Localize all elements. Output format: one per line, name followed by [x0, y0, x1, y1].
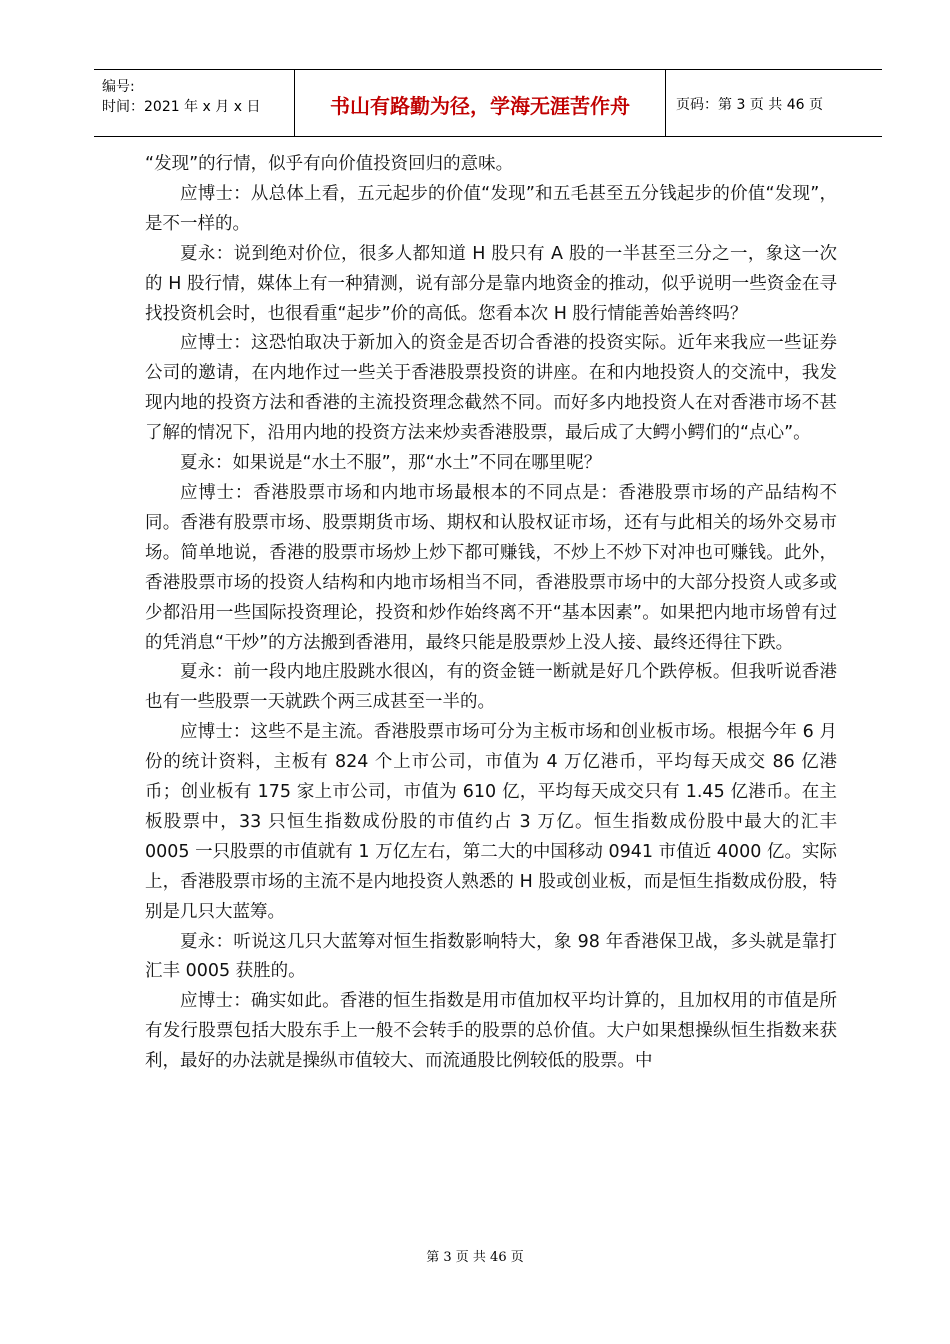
page-footer: 第 3 页 共 46 页 — [426, 1250, 524, 1265]
paragraph: 应博士：从总体上看，五元起步的价值“发现”和五毛甚至五分钱起步的价值“发现”，是不一样的。 — [145, 183, 837, 234]
document-time-label: 时间：2021 年 x 月 x 日 — [102, 99, 261, 115]
header-motto: 书山有路勤为径，学海无涯苦作舟 — [330, 94, 630, 118]
paragraph: 夏永：听说这几只大蓝筹对恒生指数影响特大，象 98 年香港保卫战，多头就是靠打汇丰 0005 获胜的。 — [145, 931, 837, 982]
paragraph: 夏永：如果说是“水土不服”，那“水土”不同在哪里呢？ — [180, 453, 602, 474]
header-motto-cell — [295, 70, 666, 136]
header-page-info: 页码：第 3 页 共 46 页 — [676, 97, 823, 113]
header-meta-cell — [94, 70, 295, 136]
paragraph: 夏永：说到绝对价位，很多人都知道 H 股只有 A 股的一半甚至三分之一，象这一次的 H 股行情，媒体上有一种猜测，说有部分是靠内地资金的推动，似乎说明一些资金在寻找投资机会时，也很看重“起步”价的高低。您看本次 H 股行情能善始善终吗？ — [145, 243, 837, 324]
paragraph: 应博士：这恐怕取决于新加入的资金是否切合香港的投资实际。近年来我应一些证券公司的邀请，在内地作过一些关于香港股票投资的讲座。在和内地投资人的交流中，我发现内地的投资方法和香港的主流投资理念截然不同。而好多内地投资人在对香港市场不甚了解的情况下，沿用内地的投资方法来炒卖香港股票，最后成了大鳄小鳄们的“点心”。 — [145, 333, 837, 444]
document-body — [145, 150, 837, 1077]
paragraph: 应博士：确实如此。香港的恒生指数是用市值加权平均计算的，且加权用的市值是所有发行股票包括大股东手上一般不会转手的股票的总价值。大户如果想操纵恒生指数来获利，最好的办法就是操纵市值较大、而流通股比例较低的股票。中 — [145, 991, 837, 1072]
paragraph: 应博士：这些不是主流。香港股票市场可分为主板市场和创业板市场。根据今年 6 月份的统计资料，主板有 824 个上市公司，市值为 4 万亿港币，平均每天成交 86 亿港币；创业板有 175 家上市公司，市值为 610 亿，平均每天成交只有 1.45 亿港币。在主板股票中，33 只恒生指数成份股的市值约占 3 万亿。恒生指数成份股中最大的汇丰 0005 一只股票的市值就有 1 万亿左右，第二大的中国移动 0941 市值近 4000 亿。实际上，香港股票市场的主流不是内地投资人熟悉的 H 股或创业板，而是恒生指数成份股，特别是几只大蓝筹。 — [145, 722, 837, 922]
page-header — [94, 69, 882, 137]
paragraph: “发现”的行情，似乎有向价值投资回归的意味。 — [145, 154, 514, 174]
document-number-label: 编号: — [102, 79, 135, 95]
paragraph: 应博士：香港股票市场和内地市场最根本的不同点是：香港股票市场的产品结构不同。香港有股票市场、股票期货市场、期权和认股权证市场，还有与此相关的场外交易市场。简单地说，香港的股票市场炒上炒下都可赚钱，不炒上不炒下对冲也可赚钱。此外，香港股票市场的投资人结构和内地市场相当不同，香港股票市场中的大部分投资人或多或少都沿用一些国际投资理论，投资和炒作始终离不开“基本因素”。如果把内地市场曾有过的凭消息“干炒”的方法搬到香港用，最终只能是股票炒上没人接、最终还得往下跌。 — [145, 482, 837, 653]
paragraph: 夏永：前一段内地庄股跳水很凶，有的资金链一断就是好几个跌停板。但我听说香港也有一些股票一天就跌个两三成甚至一半的。 — [145, 662, 837, 713]
header-page-cell — [666, 70, 882, 136]
